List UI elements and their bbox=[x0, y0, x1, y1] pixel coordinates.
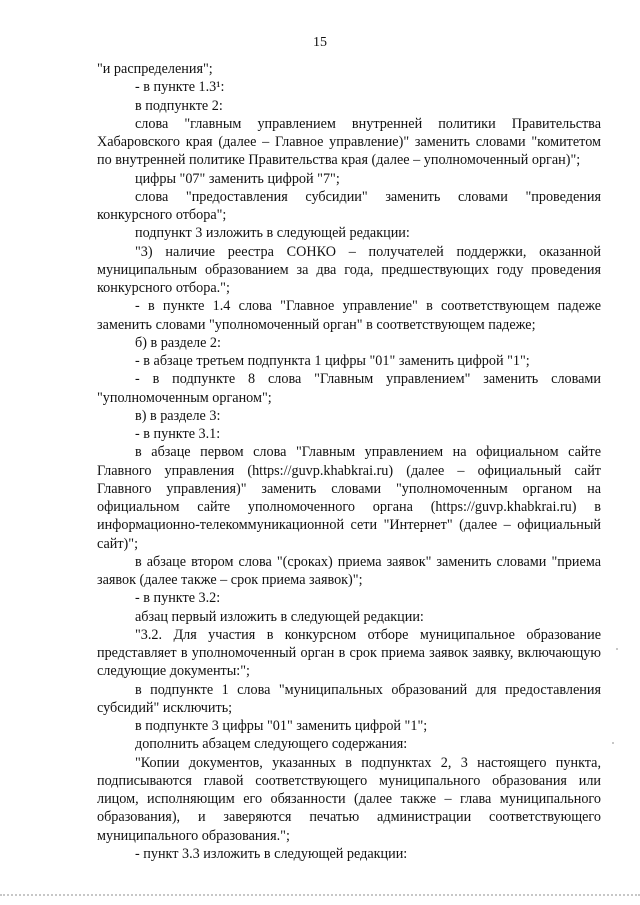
paragraph: абзац первый изложить в следующей редакции: bbox=[135, 608, 424, 625]
paragraph: - в пункте 1.4 слова "Главное управление" в соответствующем падеже заменить словами "уполномоченный орган" в соответствующем падеже; bbox=[97, 298, 601, 333]
paragraph: подпункт 3 изложить в следующей редакции: bbox=[135, 225, 410, 242]
paragraph: "3) наличие реестра СОНКО – получателей поддержки, оказанной муниципальным образованием за два года, предшествующих году проведения конкурсного отбора."; bbox=[97, 243, 601, 296]
paragraph: "Копии документов, указанных в подпунктах 2, 3 настоящего пункта, подписываются главой соответствующего муниципального образования или лицом, исполняющим его обязанности (далее также – глава муниципального образования), и заверяются печатью администрации соответствующего муниципального образования."; bbox=[97, 754, 601, 844]
paragraph: - в пункте 1.3¹: bbox=[135, 79, 225, 96]
paragraph: "3.2. Для участия в конкурсном отборе муниципальное образование представляет в уполномоченный орган в срок приема заявок заявку, включающую следующие документы:"; bbox=[97, 626, 601, 680]
document-body bbox=[97, 60, 601, 863]
paragraph: - пункт 3.3 изложить в следующей редакции: bbox=[135, 845, 408, 862]
paragraph: в) в разделе 3: bbox=[135, 407, 221, 424]
page-number: 15 bbox=[313, 35, 327, 50]
paragraph: в подпункте 3 цифры "01" заменить цифрой "1"; bbox=[135, 718, 428, 734]
paragraph: слова "предоставления субсидии" заменить словами "проведения конкурсного отбора"; bbox=[97, 188, 601, 223]
paragraph: в абзаце первом слова "Главным управлением на официальном сайте Главного управления (https://guvp.khabkrai.ru) (далее – официальный сайт Главного управления)" заменить словами "уполномоченным органом на официальном сайте уполномоченного органа (https://guvp.khabkrai.ru) в информационно-телекоммуникационной сети "Интернет" (далее – официальный сайт)"; bbox=[97, 444, 601, 552]
scan-edge-noise bbox=[0, 894, 640, 899]
paragraph: - в пункте 3.1: bbox=[135, 426, 221, 442]
paragraph: слова "главным управлением внутренней политики Правительства Хабаровского края (далее – Главное управление)" заменить словами "комитетом по внутренней политике Правительства края (далее – уполномоченный орган)"; bbox=[97, 115, 601, 169]
paragraph: - в пункте 3.2: bbox=[135, 590, 221, 607]
paragraph: в подпункте 1 слова "муниципальных образований для предоставления субсидий" исключить; bbox=[97, 681, 601, 716]
paragraph: в абзаце втором слова "(сроках) приема заявок" заменить словами "приема заявок (далее также – срок приема заявок)"; bbox=[97, 553, 601, 588]
scan-speck bbox=[616, 648, 618, 650]
scan-speck bbox=[612, 742, 614, 744]
paragraph: - в абзаце третьем подпункта 1 цифры "01" заменить цифрой "1"; bbox=[135, 353, 530, 369]
paragraph: в подпункте 2: bbox=[135, 97, 223, 114]
paragraph: б) в разделе 2: bbox=[135, 334, 221, 351]
paragraph: "и распределения"; bbox=[97, 61, 213, 77]
paragraph: цифры "07" заменить цифрой "7"; bbox=[135, 170, 340, 187]
paragraph: дополнить абзацем следующего содержания: bbox=[135, 736, 408, 753]
paragraph: - в подпункте 8 слова "Главным управлением" заменить словами "уполномоченным органом"; bbox=[97, 371, 601, 406]
